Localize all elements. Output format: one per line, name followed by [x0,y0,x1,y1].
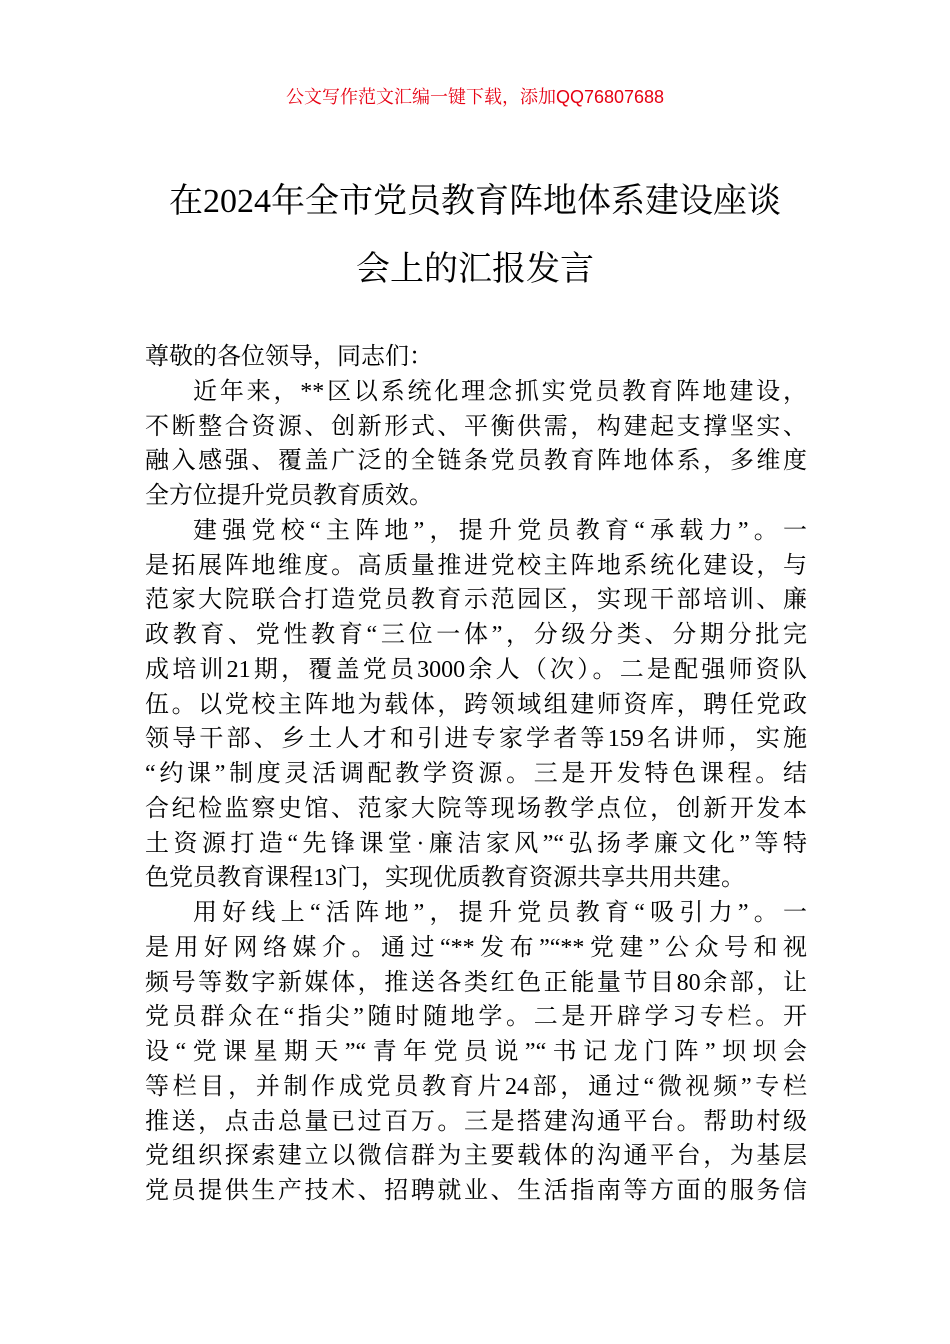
download-banner-link[interactable]: 公文写作范文汇编一键下载，添加QQ76807688 [285,87,665,107]
paragraph [145,375,807,514]
text-line: 用好线上“活阵地”，提升党员教育“吸引力”。一 [193,900,807,926]
text-line: 近年来，**区以系统化理念抓实党员教育阵地建设， [193,378,807,405]
document-body [145,340,807,1209]
text-line: “约课”制度灵活调配教学资源。三是开发特色课程。结 [145,761,807,787]
text-line: 土资源打造“先锋课堂·廉洁家风”“弘扬孝廉文化”等特 [145,830,807,857]
text-line: 推送，点击总量已过百万。三是搭建沟通平台。帮助村级 [145,1108,807,1135]
text-line: 色党员教育课程13门，实现优质教育资源共享共用共建。 [145,865,745,892]
text-line: 全方位提升党员教育质效。 [145,483,433,509]
text-line: 是拓展阵地维度。高质量推进党校主阵地系统化建设，与 [145,552,807,579]
text-line: 尊敬的各位领导，同志们： [145,344,433,370]
paragraph [145,896,807,1209]
text-line: 合纪检监察史馆、范家大院等现场教学点位，创新开发本 [145,795,807,822]
document-title-line-2: 会上的汇报发言 [356,251,594,288]
text-line: 伍。以党校主阵地为载体，跨领域组建师资库，聘任党政 [145,691,807,718]
text-line: 等栏目，并制作成党员教育片24部，通过“微视频”专栏 [145,1073,807,1100]
text-line: 建强党校“主阵地”，提升党员教育“承载力”。一 [193,517,807,544]
text-line: 党员群众在“指尖”随时随地学。二是开辟学习专栏。开 [145,1004,807,1031]
text-line: 频号等数字新媒体，推送各类红色正能量节目80余部，让 [145,969,807,996]
salutation [145,340,807,375]
document-title-line-1: 在2024年全市党员教育阵地体系建设座谈 [169,183,781,220]
text-line: 范家大院联合打造党员教育示范园区，实现干部培训、廉 [145,587,807,614]
text-line: 党组织探索建立以微信群为主要载体的沟通平台，为基层 [145,1143,807,1170]
text-line: 政教育、党性教育“三位一体”，分级分类、分期分批完 [145,622,807,648]
text-line: 成培训21期，覆盖党员3000余人（次）。二是配强师资队 [145,656,807,683]
text-line: 不断整合资源、创新形式、平衡供需，构建起支撑坚实、 [145,413,807,440]
text-line: 是用好网络媒介。通过“**发布”“**党建”公众号和视 [145,934,807,961]
text-line: 设“党课星期天”“青年党员说”“书记龙门阵”坝坝会 [145,1039,807,1065]
text-line: 融入感强、覆盖广泛的全链条党员教育阵地体系，多维度 [145,448,807,475]
text-line: 领导干部、乡土人才和引进专家学者等159名讲师，实施 [145,726,807,753]
paragraph [145,514,807,896]
text-line: 党员提供生产技术、招聘就业、生活指南等方面的服务信 [145,1178,807,1204]
